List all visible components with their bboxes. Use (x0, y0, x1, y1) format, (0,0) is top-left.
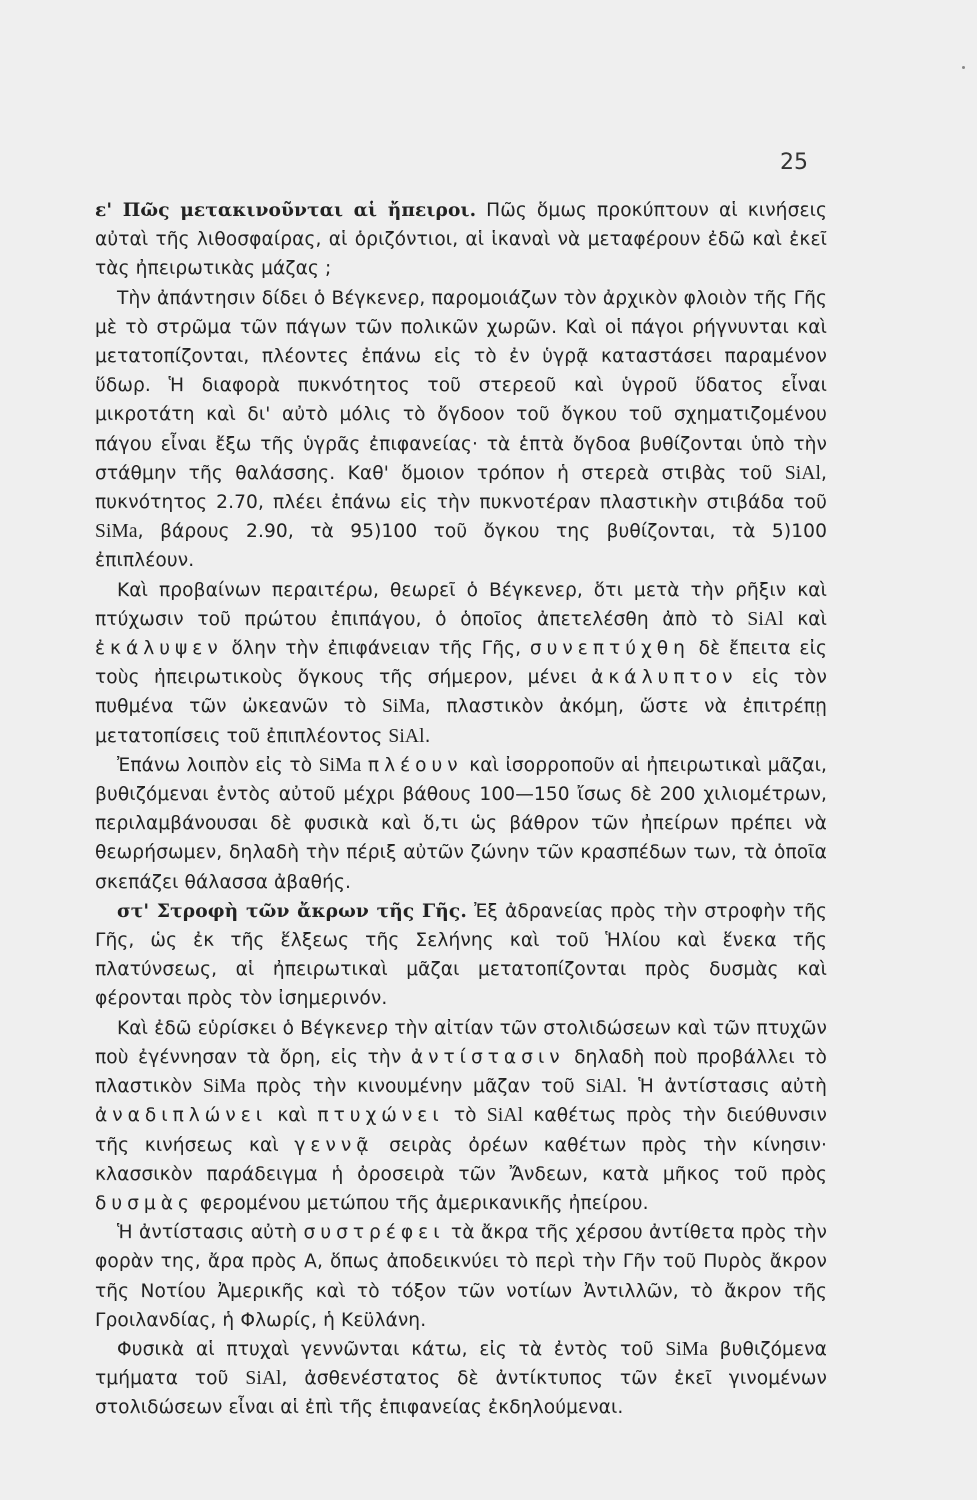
paragraph: ε' Πῶς μετακινοῦνται αἱ ἤπειροι. Πῶς ὅμως προκύπτουν αἱ κινήσεις αὐταὶ τῆς λιθοσφαίρας, αἱ ὁριζόντιοι, αἱ ἱκαναὶ νὰ μεταφέρουν ἐδῶ καὶ ἐκεῖ τὰς ἠπειρωτικὰς μάζας ; (95, 200, 828, 280)
paragraph: στ' Στροφὴ τῶν ἄκρων τῆς Γῆς. Ἐξ ἀδρανείας πρὸς τὴν στροφὴν τῆς Γῆς, ὡς ἐκ τῆς ἕλξεως τῆς Σελήνης καὶ τοῦ Ἡλίου καὶ ἕνεκα τῆς πλατύνσεως, αἱ ἠπειρωτικαὶ μᾶζαι μετατοπίζονται πρὸς δυσμὰς καὶ φέρονται πρὸς τὸν ἰσημερινόν. (95, 900, 827, 1010)
emphasis-text: πτυχώνει (317, 1105, 444, 1127)
scan-speck (962, 66, 965, 69)
emphasis-text: ἀναδιπλώνει (95, 1105, 268, 1127)
paragraph: Ἡ ἀντίστασις αὐτὴ συστρέφει τὰ ἄκρα τῆς χέρσου ἀντίθετα πρὸς τὴν φορὰν της, ἄρα πρὸς Α, ὅπως ἀποδεικνύει τὸ περὶ τὴν Γῆν τοῦ Πυρὸς ἄκρον τῆς Νοτίου Ἀμερικῆς καὶ τὸ τόξον τῶν νοτίων Ἀντιλλῶν, τὸ ἄκρον τῆς Γροιλανδίας, ἡ Φλωρίς, ἡ Κεϋλάνη. (95, 1222, 827, 1331)
paragraph: Τὴν ἀπάντησιν δίδει ὁ Βέγκενερ, παρομοιάζων τὸν ἀρχικὸν φλοιὸν τῆς Γῆς μὲ τὸ στρῶμα τῶν πάγων τῶν πολικῶν χωρῶν. Καὶ οἱ πάγοι ρήγνυνται καὶ μετατοπίζονται, πλέοντες ἐπάνω εἰς τὸ ἐν ὑγρᾷ καταστάσει παραμένον ὕδωρ. Ἡ διαφορὰ πυκνότητος τοῦ στερεοῦ καὶ ὑγροῦ ὕδατος εἶναι μικροτάτη καὶ δι' αὐτὸ μόλις τὸ ὄγδοον τοῦ ὄγκου τοῦ σχηματιζομένου πάγου εἶναι ἔξω τῆς ὑγρᾶς ἐπιφανείας· τὰ ἑπτὰ ὄγδοα βυθίζονται ὑπὸ τὴν στάθμην τῆς θαλάσσης. Καθ' ὅμοιον τρόπον ἡ στερεὰ στιβὰς τοῦ SiAl, πυκνότητος 2.70, πλέει ἐπάνω εἰς τὴν πυκνοτέραν πλαστικὴν στιβάδα τοῦ SiMa, βάρους 2.90, τὰ 95)100 τοῦ ὄγκου της βυθίζονται, τὰ 5)100 ἐπιπλέουν. (95, 287, 827, 572)
page-body (95, 196, 827, 1423)
paragraph: Ἐπάνω λοιπὸν εἰς τὸ SiMa πλέουν καὶ ἰσορροποῦν αἱ ἠπειρωτικαὶ μᾶζαι, βυθιζόμεναι ἐντὸς αὐτοῦ μέχρι βάθους 100—150 ἴσως δὲ 200 χιλιομέτρων, περιλαμβάνουσαι δὲ φυσικὰ καὶ ὅ,τι ὡς βάθρον τῶν ἠπείρων πρέπει νὰ θεωρήσωμεν, δηλαδὴ τὴν πέριξ αὐτῶν ζώνην τῶν κρασπέδων των, τὰ ὁποῖα σκεπάζει θάλασσα ἀβαθής. (95, 754, 827, 893)
paragraph: Καὶ προβαίνων περαιτέρω, θεωρεῖ ὁ Βέγκενερ, ὅτι μετὰ τὴν ρῆξιν καὶ πτύχωσιν τοῦ πρώτου ἐπιπάγου, ὁ ὁποῖος ἀπετελέσθη ἀπὸ τὸ SiAl καὶ ἐκάλυψεν ὅλην τὴν ἐπιφάνειαν τῆς Γῆς, συνεπτύχθη δὲ ἔπειτα εἰς τοὺς ἠπειρωτικοὺς ὄγκους τῆς σήμερον, μένει ἀκάλυπτον εἰς τὸν πυθμένα τῶν ὠκεανῶν τὸ SiMa, πλαστικὸν ἀκόμη, ὥστε νὰ ἐπιτρέπῃ μετατοπίσεις τοῦ ἐπιπλέοντος SiAl. (95, 579, 827, 747)
emphasis-text: γεννᾷ (294, 1134, 374, 1156)
page-number: 25 (780, 150, 808, 175)
emphasis-text: ἀντίστασιν (410, 1046, 565, 1068)
emphasis-text: ἐκάλυψεν (95, 638, 223, 660)
emphasis-text: πλέουν (367, 754, 463, 776)
paragraph: Καὶ ἐδῶ εὑρίσκει ὁ Βέγκενερ τὴν αἰτίαν τῶν στολιδώσεων καὶ τῶν πτυχῶν ποὺ ἐγέννησαν τὰ ὄρη, εἰς τὴν ἀντίστασιν δηλαδὴ ποὺ προβάλλει τὸ πλαστικὸν SiMa πρὸς τὴν κινουμένην μᾶζαν τοῦ SiAl. Ἡ ἀντίστασις αὐτὴ ἀναδιπλώνει καὶ πτυχώνει τὸ SiAl καθέτως πρὸς τὴν διεύθυνσιν τῆς κινήσεως καὶ γεννᾷ σειρὰς ὀρέων καθέτων πρὸς τὴν κίνησιν· κλασσικὸν παράδειγμα ἡ ὀροσειρὰ τῶν Ἄνδεων, κατὰ μῆκος τοῦ πρὸς δυσμὰς φερομένου μετώπου τῆς ἀμερικανικῆς ἠπείρου. (95, 1017, 827, 1214)
section-heading: στ' Στροφὴ τῶν ἄκρων τῆς Γῆς. (117, 900, 467, 922)
emphasis-text: δυσμὰς (95, 1192, 194, 1214)
paragraph: Φυσικὰ αἱ πτυχαὶ γεννῶνται κάτω, εἰς τὰ ἐντὸς τοῦ SiMa βυθιζόμενα τμήματα τοῦ SiAl, ἀσθενέστατος δὲ ἀντίκτυπος τῶν ἐκεῖ γινομένων στολιδώσεων εἶναι αἱ ἐπὶ τῆς ἐπιφανείας ἐκδηλούμεναι. (95, 1338, 827, 1419)
section-heading: ε' Πῶς μετακινοῦνται αἱ ἤπειροι. (95, 200, 477, 221)
emphasis-text: ἀκάλυπτον (591, 667, 738, 689)
emphasis-text: συστρέφει (303, 1222, 445, 1244)
emphasis-text: συνεπτύχθη (529, 638, 690, 660)
